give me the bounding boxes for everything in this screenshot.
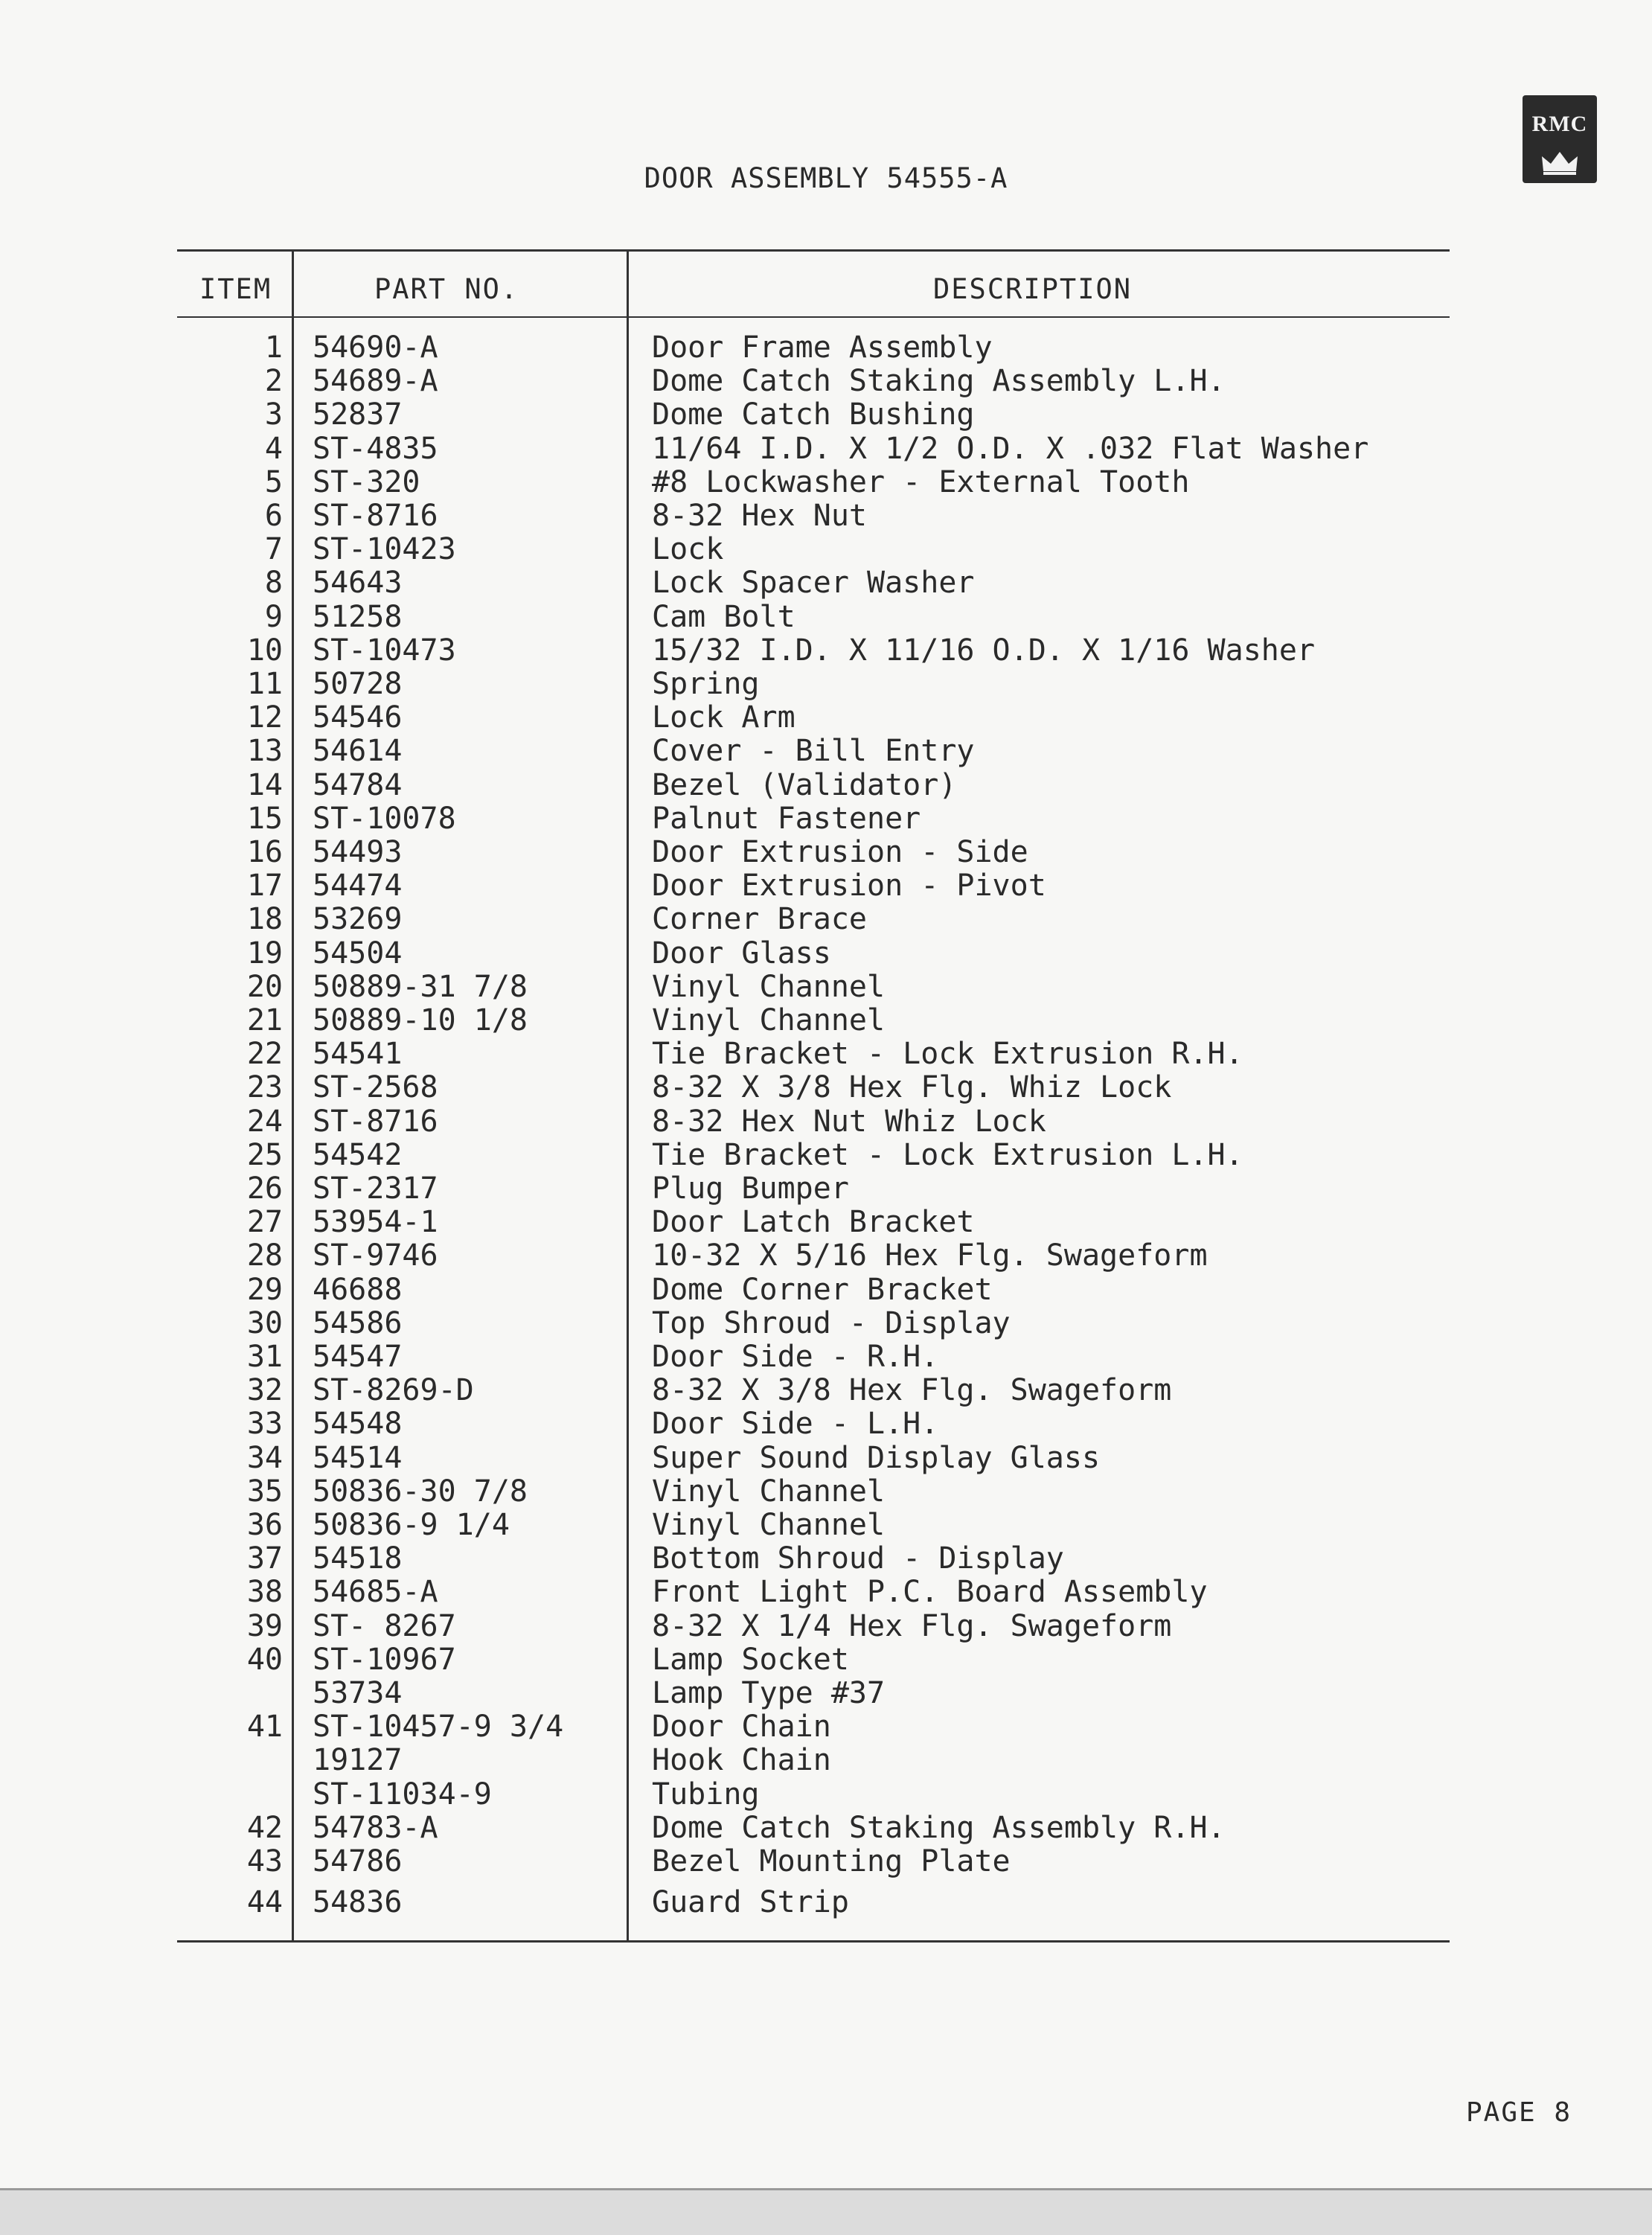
row-description: Vinyl Channel <box>652 1508 886 1542</box>
table-header-rule <box>177 316 1450 318</box>
row-item-number: 44 <box>246 1885 283 1920</box>
row-part-number: 54614 <box>313 734 403 769</box>
row-part-number: 50836-30 7/8 <box>313 1474 528 1509</box>
row-item-number: 29 <box>246 1272 283 1307</box>
row-item-number: 10 <box>246 633 283 668</box>
row-description: Bezel Mounting Plate <box>652 1844 1011 1879</box>
row-description: Palnut Fastener <box>652 801 921 836</box>
table-row <box>177 767 1450 803</box>
row-part-number: ST-2317 <box>313 1171 438 1206</box>
row-part-number: ST-10078 <box>313 801 456 836</box>
row-part-number: ST-10423 <box>313 532 456 567</box>
table-row <box>177 669 1450 702</box>
row-part-number: 54784 <box>313 767 403 802</box>
row-part-number: 54546 <box>313 700 403 735</box>
row-description: Door Glass <box>652 936 831 971</box>
row-description: 8-32 X 3/8 Hex Flg. Swageform <box>652 1373 1172 1408</box>
row-item-number: 24 <box>246 1104 283 1139</box>
row-item-number: 15 <box>246 801 283 836</box>
row-part-number: 54493 <box>313 835 403 869</box>
row-item-number: 22 <box>246 1037 283 1072</box>
header-description: DESCRIPTION <box>933 273 1133 305</box>
row-description: Door Chain <box>652 1710 831 1745</box>
row-part-number: 54542 <box>313 1137 403 1172</box>
table-row <box>177 1342 1450 1375</box>
row-description: Door Frame Assembly <box>652 330 993 365</box>
logo-text: RMC <box>1531 112 1588 136</box>
row-item-number: 1 <box>264 330 283 365</box>
row-item-number: 11 <box>246 667 283 701</box>
row-description: Door Side - L.H. <box>652 1407 939 1442</box>
table-row <box>177 1712 1450 1745</box>
table-row <box>177 1409 1450 1442</box>
table-row <box>177 871 1450 904</box>
row-description: Dome Catch Bushing <box>652 397 975 432</box>
table-row <box>177 568 1450 601</box>
row-item-number: 32 <box>246 1373 283 1408</box>
row-part-number: ST-4835 <box>313 431 438 466</box>
table-row <box>177 1474 1450 1509</box>
row-part-number: 54547 <box>313 1340 403 1374</box>
row-item-number: 36 <box>246 1508 283 1542</box>
row-item-number: 33 <box>246 1407 283 1442</box>
table-row <box>177 1541 1450 1576</box>
table-row <box>177 936 1450 971</box>
row-part-number: 53269 <box>313 902 403 937</box>
table-row <box>177 1039 1450 1072</box>
row-description: Lock Spacer Washer <box>652 566 975 601</box>
row-description: Dome Catch Staking Assembly R.H. <box>652 1810 1226 1845</box>
table-row <box>177 1887 1450 1920</box>
row-description: 15/32 I.D. X 11/16 O.D. X 1/16 Washer <box>652 633 1316 668</box>
row-item-number: 16 <box>246 835 283 869</box>
table-row <box>177 366 1450 399</box>
row-description: Door Side - R.H. <box>652 1340 939 1374</box>
table-row <box>177 464 1450 500</box>
parts-table <box>177 249 1450 1943</box>
row-part-number: 54504 <box>313 936 403 971</box>
row-item-number: 35 <box>246 1474 283 1509</box>
row-item-number: 13 <box>246 734 283 769</box>
row-part-number: 54586 <box>313 1305 403 1340</box>
row-item-number: 6 <box>264 499 283 533</box>
row-item-number: 4 <box>264 431 283 466</box>
row-item-number: 5 <box>264 464 283 499</box>
row-item-number: 18 <box>246 902 283 937</box>
row-part-number: 54689-A <box>313 364 438 399</box>
row-part-number: 53734 <box>313 1676 403 1710</box>
row-part-number: 54783-A <box>313 1810 438 1845</box>
row-item-number: 30 <box>246 1305 283 1340</box>
row-part-number: ST-9746 <box>313 1238 438 1273</box>
row-description: Cam Bolt <box>652 599 795 634</box>
table-row <box>177 1375 1450 1408</box>
row-description: 10-32 X 5/16 Hex Flg. Swageform <box>652 1238 1208 1273</box>
row-item-number: 42 <box>246 1810 283 1845</box>
table-row <box>177 1678 1450 1711</box>
table-row <box>177 904 1450 937</box>
row-part-number: 50889-31 7/8 <box>313 969 528 1004</box>
table-row <box>177 736 1450 769</box>
row-part-number: 46688 <box>313 1272 403 1307</box>
row-description: 8-32 Hex Nut Whiz Lock <box>652 1104 1046 1139</box>
table-row <box>177 397 1450 432</box>
table-row <box>177 1072 1450 1105</box>
table-row <box>177 633 1450 668</box>
row-description: Door Latch Bracket <box>652 1205 975 1240</box>
row-part-number: 54548 <box>313 1407 403 1442</box>
table-row <box>177 1810 1450 1846</box>
row-description: 8-32 Hex Nut <box>652 499 867 533</box>
row-part-number: ST-11034-9 <box>313 1777 492 1812</box>
row-description: Bezel (Validator) <box>652 767 957 802</box>
row-item-number: 31 <box>246 1340 283 1374</box>
row-description: Plug Bumper <box>652 1171 849 1206</box>
table-row <box>177 330 1450 365</box>
table-row <box>177 1137 1450 1173</box>
document-title: DOOR ASSEMBLY 54555-A <box>644 162 1008 194</box>
row-item-number: 12 <box>246 700 283 735</box>
table-row <box>177 1608 1450 1644</box>
row-part-number: 54836 <box>313 1885 403 1920</box>
row-part-number: ST-10457-9 3/4 <box>313 1710 564 1745</box>
row-description: Tie Bracket - Lock Extrusion L.H. <box>652 1137 1243 1172</box>
row-item-number: 19 <box>246 936 283 971</box>
table-row <box>177 1238 1450 1273</box>
row-description: Top Shroud - Display <box>652 1305 1011 1340</box>
row-part-number: 50836-9 1/4 <box>313 1508 510 1542</box>
row-part-number: ST-2568 <box>313 1070 438 1105</box>
table-row <box>177 534 1450 567</box>
table-top-rule <box>177 249 1450 252</box>
row-item-number: 39 <box>246 1608 283 1643</box>
table-row <box>177 1305 1450 1341</box>
row-part-number: ST-8269-D <box>313 1373 474 1408</box>
table-row <box>177 1510 1450 1543</box>
row-description: 11/64 I.D. X 1/2 O.D. X .032 Flat Washer <box>652 431 1369 466</box>
row-part-number: 51258 <box>313 599 403 634</box>
row-item-number: 27 <box>246 1205 283 1240</box>
table-row <box>177 1207 1450 1240</box>
row-part-number: 54690-A <box>313 330 438 365</box>
table-row <box>177 700 1450 735</box>
row-description: Spring <box>652 667 760 701</box>
row-item-number: 40 <box>246 1642 283 1677</box>
table-row <box>177 1745 1450 1778</box>
row-part-number: ST-10967 <box>313 1642 456 1677</box>
row-description: Super Sound Display Glass <box>652 1440 1101 1475</box>
table-row <box>177 969 1450 1005</box>
row-item-number: 14 <box>246 767 283 802</box>
row-item-number: 26 <box>246 1171 283 1206</box>
row-part-number: 50728 <box>313 667 403 701</box>
row-part-number: 54685-A <box>313 1575 438 1610</box>
row-part-number: 54518 <box>313 1541 403 1576</box>
row-part-number: 52837 <box>313 397 403 432</box>
row-item-number: 43 <box>246 1844 283 1879</box>
table-row <box>177 1642 1450 1678</box>
row-part-number: ST- 8267 <box>313 1608 456 1643</box>
row-description: Guard Strip <box>652 1885 849 1920</box>
table-bottom-rule <box>177 1940 1450 1943</box>
row-item-number: 2 <box>264 364 283 399</box>
table-row <box>177 1846 1450 1879</box>
row-part-number: 53954-1 <box>313 1205 438 1240</box>
row-description: Corner Brace <box>652 902 867 937</box>
table-row <box>177 431 1450 467</box>
row-item-number: 41 <box>246 1710 283 1745</box>
row-part-number: 19127 <box>313 1743 403 1778</box>
table-row <box>177 1272 1450 1308</box>
row-description: Hook Chain <box>652 1743 831 1778</box>
row-part-number: 54541 <box>313 1037 403 1072</box>
row-description: #8 Lockwasher - External Tooth <box>652 464 1190 499</box>
page-number: PAGE 8 <box>1466 2097 1572 2128</box>
row-item-number: 17 <box>246 869 283 904</box>
table-row <box>177 599 1450 635</box>
row-part-number: ST-320 <box>313 464 420 499</box>
row-part-number: 54474 <box>313 869 403 904</box>
row-description: Lamp Socket <box>652 1642 849 1677</box>
row-part-number: 54514 <box>313 1440 403 1475</box>
row-description: Vinyl Channel <box>652 969 886 1004</box>
table-row <box>177 501 1450 534</box>
header-part-no: PART NO. <box>374 273 519 305</box>
row-part-number: 54786 <box>313 1844 403 1879</box>
row-description: 8-32 X 3/8 Hex Flg. Whiz Lock <box>652 1070 1172 1105</box>
table-row <box>177 1777 1450 1812</box>
table-row <box>177 801 1450 837</box>
table-row <box>177 1104 1450 1139</box>
row-part-number: ST-8716 <box>313 1104 438 1139</box>
row-item-number: 38 <box>246 1575 283 1610</box>
table-row <box>177 1577 1450 1610</box>
header-item: ITEM <box>199 273 272 305</box>
row-description: Lamp Type #37 <box>652 1676 886 1710</box>
row-item-number: 28 <box>246 1238 283 1273</box>
row-description: Door Extrusion - Pivot <box>652 869 1046 904</box>
row-item-number: 9 <box>264 599 283 634</box>
row-description: Door Extrusion - Side <box>652 835 1028 869</box>
row-item-number: 21 <box>246 1003 283 1037</box>
row-item-number: 23 <box>246 1070 283 1105</box>
row-description: Lock <box>652 532 724 567</box>
table-row <box>177 1005 1450 1038</box>
row-part-number: 54643 <box>313 566 403 601</box>
row-description: Tie Bracket - Lock Extrusion R.H. <box>652 1037 1243 1072</box>
row-item-number: 20 <box>246 969 283 1004</box>
row-item-number: 34 <box>246 1440 283 1475</box>
row-description: Vinyl Channel <box>652 1474 886 1509</box>
row-item-number: 37 <box>246 1541 283 1576</box>
row-item-number: 25 <box>246 1137 283 1172</box>
table-row <box>177 1171 1450 1206</box>
row-description: Dome Corner Bracket <box>652 1272 993 1307</box>
row-description: Bottom Shroud - Display <box>652 1541 1064 1576</box>
row-description: Vinyl Channel <box>652 1003 886 1037</box>
table-row <box>177 837 1450 870</box>
row-part-number: 50889-10 1/8 <box>313 1003 528 1037</box>
table-row <box>177 1440 1450 1476</box>
scan-bottom-band <box>0 2188 1652 2235</box>
row-description: Lock Arm <box>652 700 795 735</box>
row-description: Front Light P.C. Board Assembly <box>652 1575 1208 1610</box>
row-item-number: 3 <box>264 397 283 432</box>
row-item-number: 8 <box>264 566 283 601</box>
row-description: 8-32 X 1/4 Hex Flg. Swageform <box>652 1608 1172 1643</box>
row-description: Dome Catch Staking Assembly L.H. <box>652 364 1226 399</box>
row-item-number: 7 <box>264 532 283 567</box>
row-part-number: ST-10473 <box>313 633 456 668</box>
row-description: Cover - Bill Entry <box>652 734 975 769</box>
row-description: Tubing <box>652 1777 760 1812</box>
row-part-number: ST-8716 <box>313 499 438 533</box>
